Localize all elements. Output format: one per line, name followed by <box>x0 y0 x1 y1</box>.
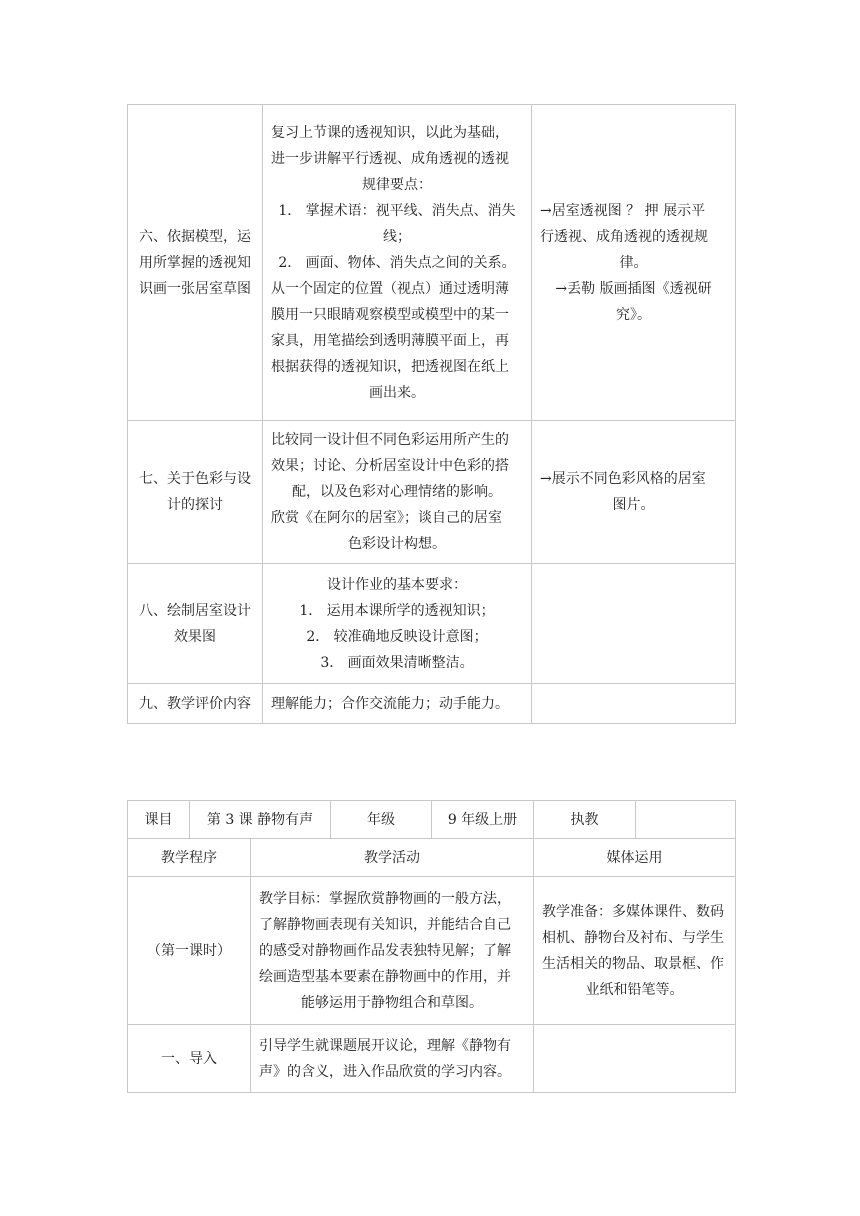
media-cell <box>532 421 736 564</box>
course-label: 课目 <box>128 801 190 839</box>
grade-value: 9 年级上册 <box>432 801 534 839</box>
procedure-cell-line: 效果图 <box>174 628 216 645</box>
procedure-cell-line: 识画一张居室草图 <box>139 280 251 297</box>
activity-cell-line: 色彩设计构想。 <box>348 536 446 552</box>
procedure-cell-line: 一、导入 <box>161 1050 217 1067</box>
activity-cell-line: 欣赏《在阿尔的居室》；谈自己的居室 <box>271 510 502 526</box>
procedure-cell <box>128 684 263 724</box>
procedure-cell-line: 用所掌握的透视知 <box>139 254 251 271</box>
activity-cell-line: 规律要点： <box>362 176 432 193</box>
media-cell-line: 生活相关的物品、取景框、作 <box>542 955 725 972</box>
table-row <box>128 105 736 421</box>
activity-cell <box>263 105 532 421</box>
table-row <box>128 877 736 1025</box>
media-cell-line: →展示不同色彩风格的居室 <box>540 471 706 487</box>
activity-cell <box>263 421 532 564</box>
activity-cell-line: 3． 画面效果清晰整洁。 <box>320 654 474 671</box>
table-row <box>128 1025 736 1093</box>
activity-cell-line: 2． 较准确地反映设计意图； <box>306 628 488 645</box>
procedure-cell-line: 六、依据模型，运 <box>139 228 251 245</box>
procedure-cell-line: 七、关于色彩与设 <box>139 471 251 487</box>
media-cell-line: 律。 <box>619 254 648 271</box>
column-header-row <box>128 839 736 877</box>
activity-cell-line: 线； <box>383 228 411 245</box>
media-cell-line: 业纸和铅笔等。 <box>585 981 684 998</box>
table-row <box>128 564 736 684</box>
activity-cell-line: 根据获得的透视知识，把透视图在纸上 <box>271 358 509 375</box>
course-value: 第 3 课 静物有声 <box>190 801 331 839</box>
procedure-cell <box>128 877 251 1025</box>
activity-cell-line: 膜用一只眼睛观察模型或模型中的某一 <box>271 306 509 323</box>
activity-cell-line: 绘画造型基本要素在静物画中的作用，并 <box>259 968 511 985</box>
activity-cell-line: 2． 画面、物体、消失点之间的关系。 <box>278 254 516 271</box>
media-cell <box>534 1025 736 1093</box>
media-cell-line: 行透视、成角透视的透视规 <box>540 228 708 245</box>
activity-cell-line: 复习上节课的透视知识，以此为基础， <box>271 124 509 141</box>
activity-cell-line: 设计作业的基本要求： <box>327 576 467 593</box>
teacher-value <box>636 801 736 839</box>
activity-cell-line: 比较同一设计但不同色彩运用所产生的 <box>271 432 509 448</box>
media-cell <box>532 684 736 724</box>
table-row <box>128 684 736 724</box>
activity-cell <box>251 1025 534 1093</box>
procedure-cell <box>128 1025 251 1093</box>
procedure-cell-line: 八、绘制居室设计 <box>139 602 251 619</box>
table-row <box>128 421 736 564</box>
media-cell-line: →丢勒 版画插图《透视研 <box>555 280 712 297</box>
activity-cell-line: 配，以及色彩对心理情绪的影响。 <box>292 484 502 500</box>
media-cell-line: 图片。 <box>612 497 655 513</box>
course-info-row <box>128 801 736 839</box>
activity-cell <box>251 877 534 1025</box>
activity-cell-line: 的感受对静物画作品发表独特见解；了解 <box>259 942 511 959</box>
activity-cell-line: 1． 运用本课所学的透视知识； <box>299 602 495 619</box>
activity-cell <box>263 684 532 724</box>
media-cell <box>534 877 736 1025</box>
procedure-cell <box>128 564 263 684</box>
activity-cell <box>263 564 532 684</box>
teacher-label: 执教 <box>534 801 636 839</box>
activity-cell-line: 画出来。 <box>369 384 425 401</box>
media-cell <box>532 105 736 421</box>
procedure-cell <box>128 421 263 564</box>
media-header: 媒体运用 <box>534 839 736 877</box>
activity-cell-line: 教学目标：掌握欣赏静物画的一般方法， <box>259 890 511 907</box>
procedure-cell-line: 计的探讨 <box>167 497 223 513</box>
activity-cell-line: 进一步讲解平行透视、成角透视的透视 <box>271 150 509 167</box>
grade-label: 年级 <box>331 801 432 839</box>
media-cell-line: 相机、静物台及衬布、与学生 <box>542 929 725 946</box>
activity-cell-line: 效果；讨论、分析居室设计中色彩的搭 <box>271 458 509 474</box>
activity-cell-line: 了解静物画表现有关知识，并能结合自己 <box>259 916 511 933</box>
media-cell <box>532 564 736 684</box>
activity-cell-line: 能够运用于静物组合和草图。 <box>301 994 483 1011</box>
activity-cell-line: 1． 掌握术语：视平线、消失点、消失 <box>278 202 516 219</box>
activity-header: 教学活动 <box>251 839 534 877</box>
lesson-plan-table-2 <box>127 800 736 1093</box>
activity-cell-line: 家具，用笔描绘到透明薄膜平面上，再 <box>271 332 509 349</box>
media-cell-line: 究》。 <box>616 306 651 323</box>
activity-cell-line: 声》的含义，进入作品欣赏的学习内容。 <box>259 1063 511 1080</box>
activity-cell-line: 引导学生就课题展开议论，理解《静物有 <box>259 1037 511 1054</box>
media-cell-line: →居室透视图 ？ 押 展示平 <box>540 202 706 219</box>
activity-cell-line: 理解能力；合作交流能力；动手能力。 <box>271 695 509 712</box>
procedure-header: 教学程序 <box>128 839 251 877</box>
lesson-plan-table-1 <box>127 104 736 724</box>
procedure-cell <box>128 105 263 421</box>
procedure-cell-line: 九、教学评价内容 <box>139 695 251 712</box>
media-cell-line: 教学准备：多媒体课件、数码 <box>542 903 725 920</box>
activity-cell-line: 从一个固定的位置（视点）通过透明薄 <box>271 280 509 297</box>
procedure-cell-line: （第一课时） <box>147 942 231 959</box>
